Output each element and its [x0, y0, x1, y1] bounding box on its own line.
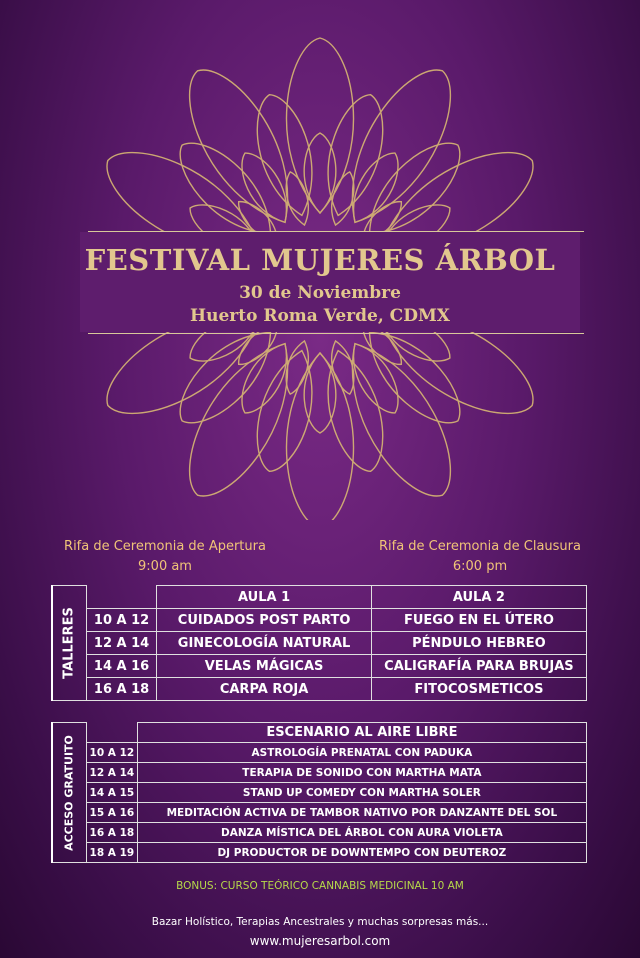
- acceso-table: [51, 722, 587, 863]
- acceso-empty-header: [86, 723, 137, 743]
- mandala-petal: [341, 145, 408, 230]
- bonus-text: BONUS: CURSO TEÓRICO CANNABIS MEDICINAL 10 AM: [176, 880, 464, 892]
- table-row: [52, 783, 587, 803]
- table-row: [52, 843, 587, 863]
- talleres-aula1: VELAS MÁGICAS: [157, 655, 372, 678]
- banner-bottom-line: [88, 333, 584, 334]
- opening-ceremony-time: 9:00 am: [138, 559, 192, 574]
- acceso-section-label: ACCESO GRATUITO: [62, 734, 76, 851]
- talleres-aula2: FUEGO EN EL ÚTERO: [371, 609, 586, 632]
- talleres-aula1: CARPA ROJA: [157, 678, 372, 701]
- table-row: [52, 763, 587, 783]
- festival-date: 30 de Noviembre: [239, 283, 401, 303]
- acceso-time: 15 A 16: [86, 803, 137, 823]
- talleres-aula2: CALIGRAFÍA PARA BRUJAS: [371, 655, 586, 678]
- mandala-petal: [286, 38, 353, 213]
- festival-title: FESTIVAL MUJERES ÁRBOL: [84, 243, 556, 277]
- talleres-time: 16 A 18: [86, 678, 156, 701]
- acceso-event: MEDITACIÓN ACTIVA DE TAMBOR NATIVO POR DANZANTE DEL SOL: [137, 803, 586, 823]
- acceso-time: 18 A 19: [86, 843, 137, 863]
- acceso-event: TERAPIA DE SONIDO CON MARTHA MATA: [137, 763, 586, 783]
- talleres-section-label: TALLERES: [61, 607, 77, 679]
- acceso-time: 10 A 12: [86, 743, 137, 763]
- mandala-petal: [231, 145, 298, 230]
- talleres-label-cell: [52, 586, 86, 701]
- acceso-time: 16 A 18: [86, 823, 137, 843]
- mandala-petal: [286, 353, 353, 520]
- bazar-text: Bazar Holístico, Terapias Ancestrales y muchas sorpresas más...: [151, 916, 489, 928]
- acceso-event: STAND UP COMEDY CON MARTHA SOLER: [137, 783, 586, 803]
- opening-ceremony: [45, 537, 285, 577]
- table-row: [52, 743, 587, 763]
- talleres-time: 12 A 14: [86, 632, 156, 655]
- talleres-table: [51, 585, 587, 701]
- table-row: [52, 803, 587, 823]
- closing-ceremony-time: 6:00 pm: [452, 559, 508, 574]
- closing-ceremony-label: Rifa de Ceremonia de Clausura: [378, 539, 581, 554]
- festival-venue: Huerto Roma Verde, CDMX: [190, 306, 450, 326]
- talleres-aula2: FITOCOSMETICOS: [371, 678, 586, 701]
- closing-ceremony: [360, 537, 600, 577]
- talleres-time: 14 A 16: [86, 655, 156, 678]
- talleres-aula2: PÉNDULO HEBREO: [371, 632, 586, 655]
- acceso-event: ASTROLOGÍA PRENATAL CON PADUKA: [137, 743, 586, 763]
- acceso-event: DANZA MÍSTICA DEL ÁRBOL CON AURA VIOLETA: [137, 823, 586, 843]
- opening-ceremony-label: Rifa de Ceremonia de Apertura: [64, 539, 266, 554]
- acceso-time: 12 A 14: [86, 763, 137, 783]
- aula1-header: AULA 1: [157, 586, 372, 609]
- table-row: [52, 655, 587, 678]
- acceso-time: 14 A 15: [86, 783, 137, 803]
- mandala-petal: [231, 336, 298, 421]
- acceso-event: DJ PRODUCTOR DE DOWNTEMPO CON DEUTEROZ: [137, 843, 586, 863]
- table-row: [52, 609, 587, 632]
- talleres-aula1: CUIDADOS POST PARTO: [157, 609, 372, 632]
- talleres-time: 10 A 12: [86, 609, 156, 632]
- table-row: [52, 823, 587, 843]
- website-link[interactable]: www.mujeresarbol.com: [249, 934, 391, 948]
- table-row: [52, 678, 587, 701]
- acceso-header-row: [52, 723, 587, 743]
- mandala-petal: [341, 336, 408, 421]
- escenario-header: ESCENARIO AL AIRE LIBRE: [137, 723, 586, 743]
- talleres-empty-header: [86, 586, 156, 609]
- talleres-aula1: GINECOLOGÍA NATURAL: [157, 632, 372, 655]
- acceso-label-cell: [52, 723, 86, 863]
- table-row: [52, 632, 587, 655]
- banner-top-line: [88, 231, 584, 232]
- aula2-header: AULA 2: [371, 586, 586, 609]
- talleres-header-row: [52, 586, 587, 609]
